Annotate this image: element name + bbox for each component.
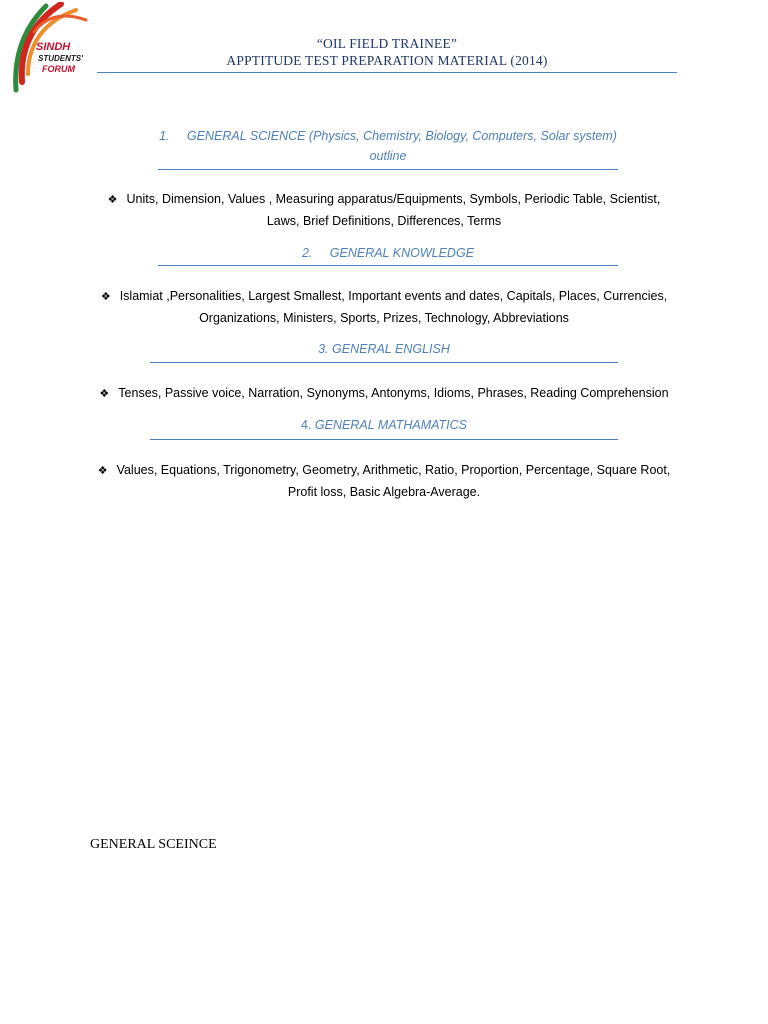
- logo-graphic: [6, 2, 94, 94]
- section-2-rule: [158, 265, 618, 266]
- section-1-title-line2: outline: [369, 149, 407, 163]
- section-3-title: GENERAL ENGLISH: [332, 342, 450, 356]
- section-4-title: GENERAL MATHAMATICS: [314, 418, 468, 432]
- title-line-1: “OIL FIELD TRAINEE”: [316, 36, 458, 51]
- section-2-heading: [158, 243, 618, 263]
- title-underline: [97, 72, 677, 73]
- section-2-bullet-line2: Organizations, Ministers, Sports, Prizes, Technology, Abbreviations: [199, 310, 569, 325]
- section-3-bullet: [84, 383, 684, 405]
- section-2-bullet: [84, 286, 684, 328]
- section-4-rule: [150, 439, 618, 440]
- logo-text-line3: FORUM: [42, 64, 75, 74]
- section-2-bullet-line1: Islamiat ,Personalities, Largest Smallest, Important events and dates, Capitals, Places, Currencies,: [119, 289, 668, 303]
- section-1-number: 1.: [159, 129, 170, 143]
- diamond-bullet-icon: ❖: [107, 194, 118, 206]
- section-3-heading: [150, 339, 618, 359]
- section-1-bullet-line1: Units, Dimension, Values , Measuring apparatus/Equipments, Symbols, Periodic Table, Scientist,: [126, 192, 661, 206]
- section-4-bullet-line2: Profit loss, Basic Algebra-Average.: [287, 484, 481, 499]
- diamond-bullet-icon: ❖: [100, 291, 111, 303]
- section-1-rule: [158, 169, 618, 170]
- diamond-bullet-icon: ❖: [99, 388, 110, 400]
- section-3-rule: [150, 362, 618, 363]
- section-2-number: 2.: [301, 246, 313, 260]
- document-title: [97, 35, 677, 69]
- section-4-bullet: [82, 460, 686, 502]
- section-1-heading: [158, 126, 618, 166]
- section-3-bullet-line1: Tenses, Passive voice, Narration, Synonyms, Antonyms, Idioms, Phrases, Reading Comprehension: [118, 386, 669, 400]
- general-science-heading: GENERAL SCEINCE: [90, 837, 217, 852]
- sindh-students-forum-logo: [6, 2, 94, 94]
- section-4-bullet-line1: Values, Equations, Trigonometry, Geometry, Arithmetic, Ratio, Proportion, Percentage, Square Root,: [116, 463, 671, 477]
- diamond-bullet-icon: ❖: [97, 465, 108, 477]
- section-1-bullet: [84, 189, 684, 231]
- title-line-2: APPTITUDE TEST PREPARATION MATERIAL (2014): [226, 53, 548, 68]
- section-3-number: 3.: [318, 342, 329, 356]
- section-2-title: GENERAL KNOWLEDGE: [329, 246, 475, 260]
- section-4-number: 4.: [300, 418, 312, 432]
- logo-text-line2: STUDENTS': [38, 54, 84, 63]
- section-1-bullet-line2: Laws, Brief Definitions, Differences, Terms: [266, 213, 502, 228]
- section-1-title: GENERAL SCIENCE (Physics, Chemistry, Biology, Computers, Solar system): [186, 129, 617, 143]
- section-4-heading: [150, 415, 618, 435]
- logo-text-line1: SINDH: [36, 41, 71, 53]
